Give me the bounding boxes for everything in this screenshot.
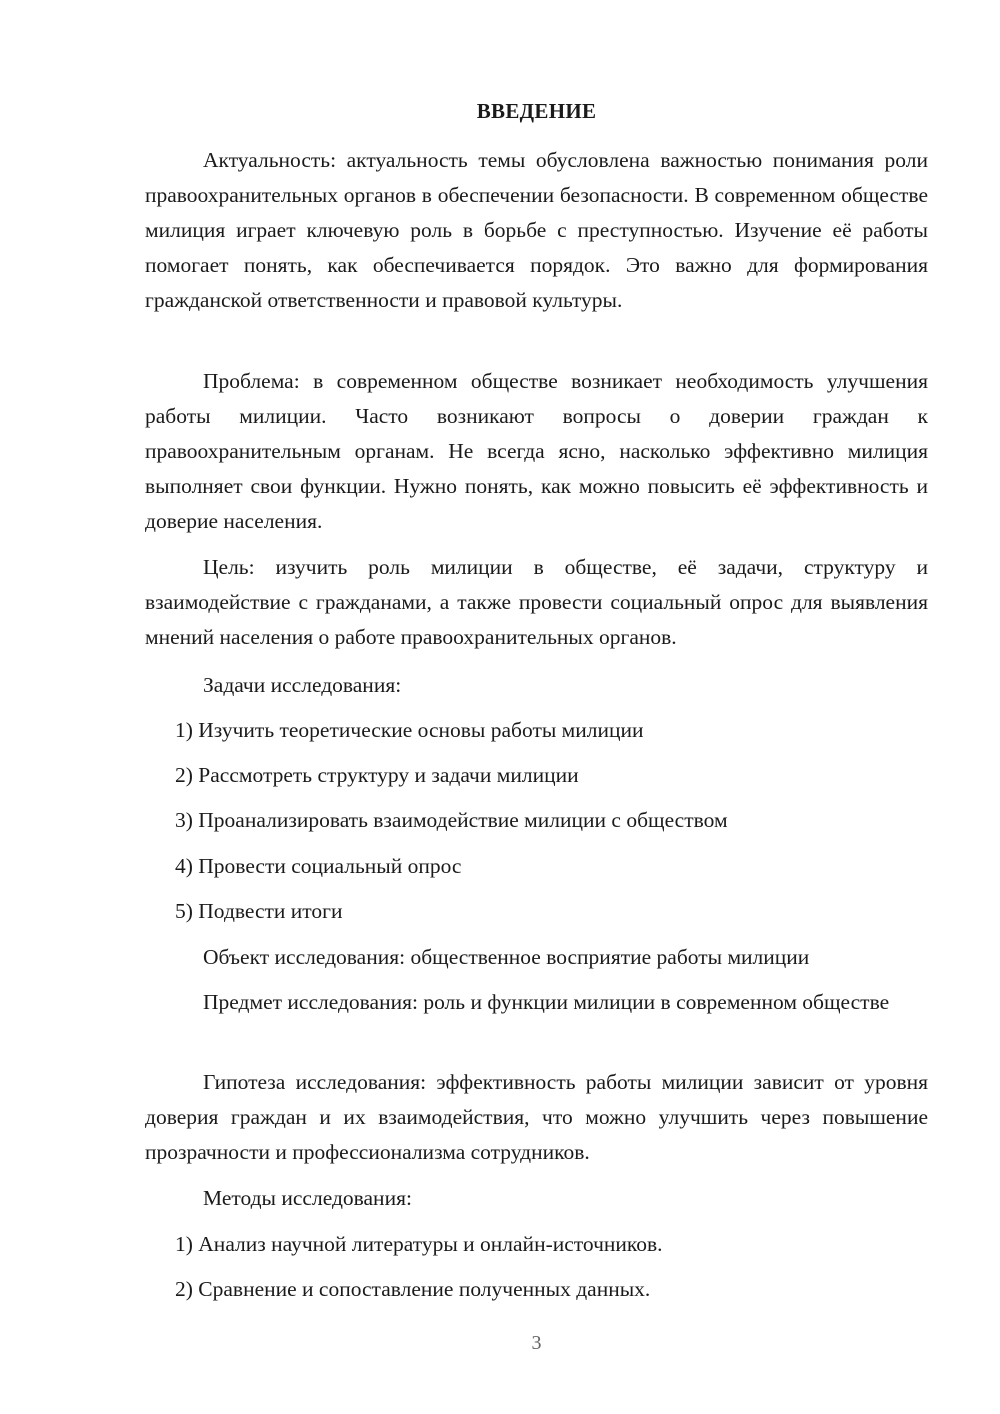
problem-paragraph: Проблема: в современном обществе возникает необходимость улучшения работы милиции. Часто возникают вопросы о доверии граждан к правоохранительным органам. Не всегда ясно, насколько эффективно милиция выполняет свои функции. Нужно понять, как можно повысить её эффективность и доверие населения. <box>145 369 928 533</box>
methods-heading: Методы исследования: <box>203 1186 412 1210</box>
task-item: 3) Проанализировать взаимодействие милиции с обществом <box>175 808 728 832</box>
task-item: 5) Подвести итоги <box>175 899 343 923</box>
task-item: 1) Изучить теоретические основы работы милиции <box>175 718 644 742</box>
subject-paragraph: Предмет исследования: роль и функции милиции в современном обществе <box>203 990 890 1014</box>
page-number: 3 <box>531 1332 542 1354</box>
page-title: ВВЕДЕНИЕ <box>476 99 597 123</box>
task-item: 2) Рассмотреть структуру и задачи милиции <box>175 763 579 787</box>
goal-paragraph: Цель: изучить роль милиции в обществе, её задачи, структуру и взаимодействие с гражданами, а также провести социальный опрос для выявления мнений населения о работе правоохранительных органов. <box>145 555 928 649</box>
object-line: Объект исследования: общественное восприятие работы милиции <box>203 945 810 969</box>
method-item: 2) Сравнение и сопоставление полученных данных. <box>175 1277 651 1301</box>
method-item: 1) Анализ научной литературы и онлайн-источников. <box>175 1232 663 1256</box>
hypothesis-paragraph: Гипотеза исследования: эффективность работы милиции зависит от уровня доверия граждан и их взаимодействия, что можно улучшить через повышение прозрачности и профессионализма сотрудников. <box>145 1070 928 1164</box>
tasks-heading: Задачи исследования: <box>203 673 402 697</box>
task-item: 4) Провести социальный опрос <box>175 854 462 878</box>
relevance-paragraph: Актуальность: актуальность темы обусловлена важностью понимания роли правоохранительных органов в обеспечении безопасности. В современном обществе милиция играет ключевую роль в борьбе с преступностью. Изучение её работы помогает понять, как обеспечивается порядок. Это важно для формирования гражданской ответственности и правовой культуры. <box>145 148 928 312</box>
